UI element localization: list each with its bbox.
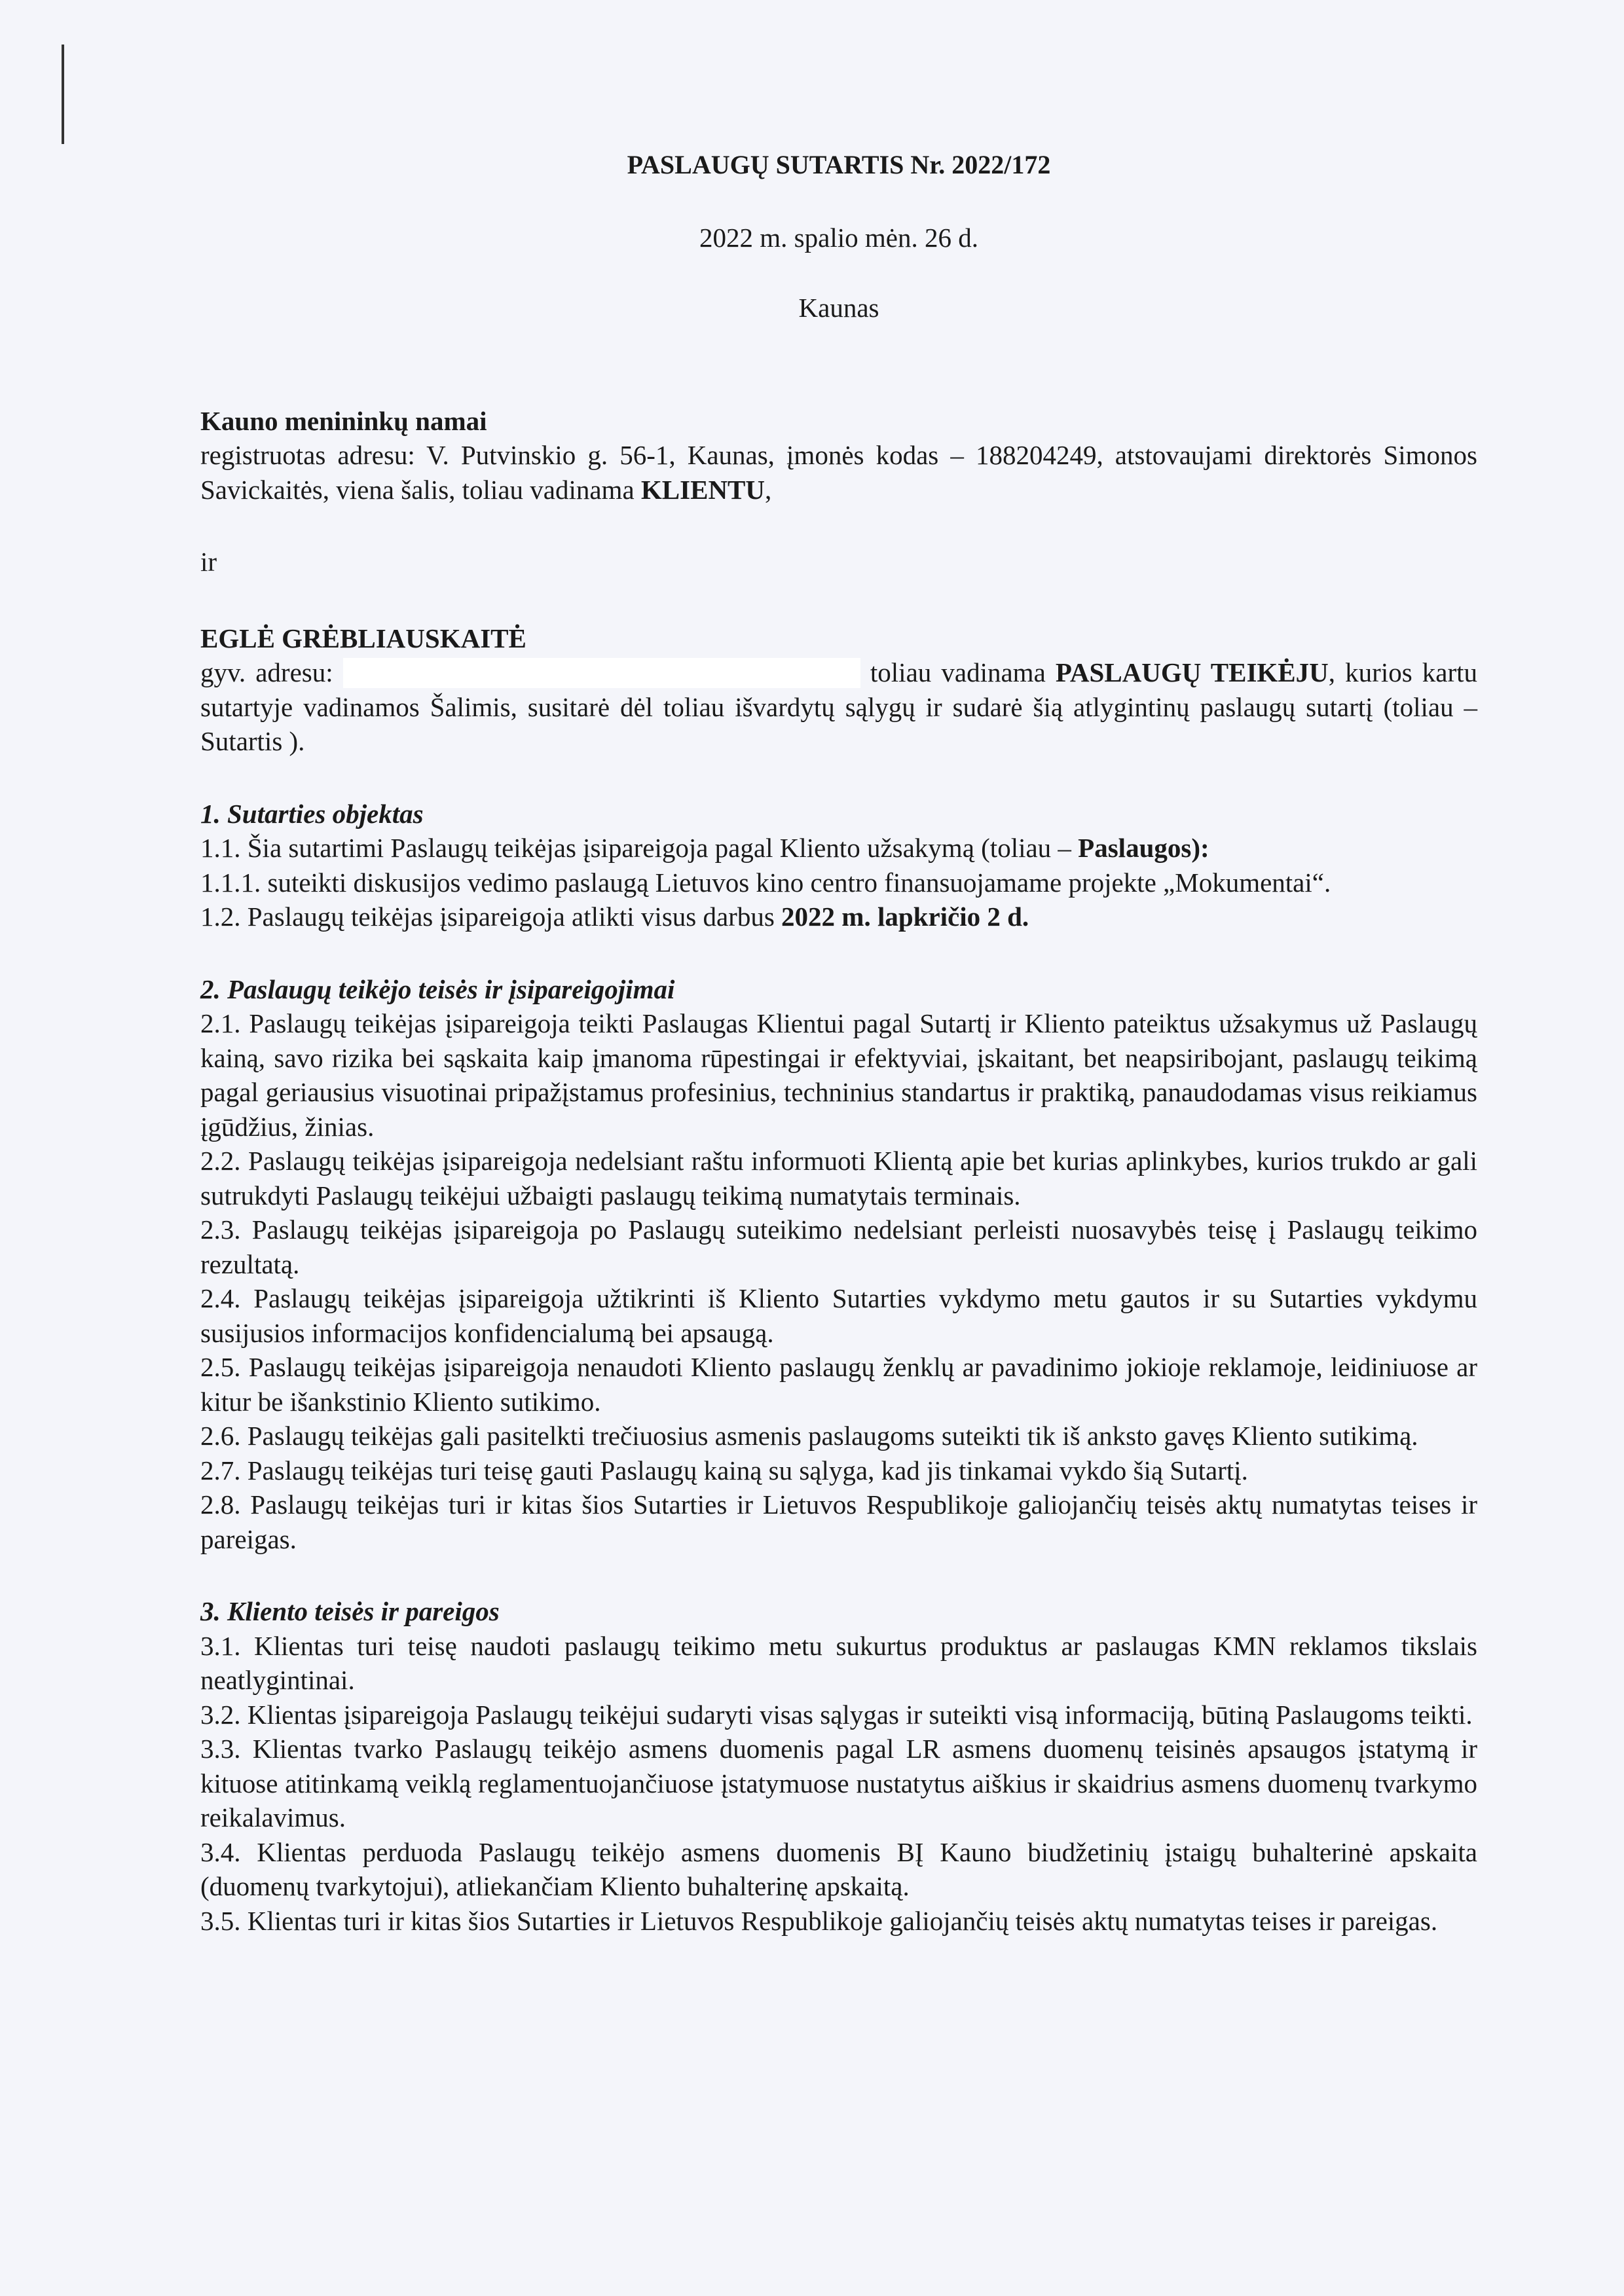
- client-role: KLIENTU: [640, 474, 766, 505]
- conjunction: ir: [200, 547, 217, 577]
- document-title: PASLAUGŲ SUTARTIS Nr. 2022/172: [627, 150, 1051, 179]
- clause-2-6: 2.6. Paslaugų teikėjas gali pasitelkti trečiuosius asmenis paslaugoms suteikti tik iš anksto gavęs Kliento sutikimą.: [200, 1421, 1418, 1451]
- section-heading: 1. Sutarties objektas: [200, 798, 424, 829]
- document-date: 2022 m. spalio mėn. 26 d.: [699, 222, 978, 253]
- provider-text-2: , kurios kartu sutartyje vadinamos Šalimis, susitarė dėl toliau išvardytų sąlygų ir sudarė šią atlygintinų paslaugų sutartį (toliau – Sutartis ).: [200, 657, 1478, 756]
- client-text: registruotas adresu: V. Putvinskio g. 56-1, Kaunas, įmonės kodas – 188204249, atstovaujami direktorės Simonos Savickaitės, viena šalis, toliau vadinama: [200, 440, 1477, 505]
- clause-2-1: 2.1. Paslaugų teikėjas įsipareigoja teikti Paslaugas Klientui pagal Sutartį ir Kliento pateiktus užsakymus už Paslaugų kainą, savo rizika bei sąskaita kaip įmanoma rūpestingai ir efektyviai, įskaitant, bet neapsiribojant, paslaugų teikimą pagal geriausius visuotinai pripažįstamus profesinius, techninius standartus ir praktiką, panaudodamas visus reikiamus įgūdžius, žinias.: [200, 1008, 1477, 1142]
- document-city: Kaunas: [798, 293, 879, 323]
- clause-3-2: 3.2. Klientas įsipareigoja Paslaugų teikėjui sudaryti visas sąlygas ir suteikti visą informaciją, būtiną Paslaugoms teikti.: [200, 1699, 1473, 1730]
- section-2: [200, 972, 1477, 1557]
- clause-2-8: 2.8. Paslaugų teikėjas turi ir kitas šios Sutarties ir Lietuvos Respublikoje galiojančių teisės aktų numatytas teises ir pareigas.: [200, 1489, 1477, 1554]
- redacted-address: [343, 658, 860, 688]
- clause-2-4: 2.4. Paslaugų teikėjas įsipareigoja užtikrinti iš Kliento Sutarties vykdymo metu gautos ir su Sutarties vykdymu susijusios informacijos konfidencialumą bei apsaugą.: [200, 1283, 1477, 1348]
- clause-bold: Paslaugos):: [1078, 833, 1209, 863]
- provider-name: EGLĖ GRĖBLIAUSKAITĖ: [200, 623, 526, 653]
- section-3: [200, 1594, 1477, 1938]
- clause-text: 1.1. Šia sutartimi Paslaugų teikėjas įsipareigoja pagal Kliento užsakymą (toliau –: [200, 833, 1079, 863]
- section-heading: 2. Paslaugų teikėjo teisės ir įsipareigojimai: [200, 974, 675, 1004]
- client-details: [200, 438, 1477, 507]
- clause-3-1: 3.1. Klientas turi teisę naudoti paslaugų teikimo metu sukurtus produktus ar paslaugas KMN reklamos tikslais neatlygintinai.: [200, 1630, 1477, 1695]
- clause-3-4: 3.4. Klientas perduoda Paslaugų teikėjo asmens duomenis BĮ Kauno biudžetinių įstaigų buhalterinė apskaita (duomenų tvarkytojui), atliekančiam Kliento buhalterinę apskaitą.: [200, 1836, 1477, 1901]
- clause-1-1: [200, 831, 1477, 866]
- clause-2-3: 2.3. Paslaugų teikėjas įsipareigoja po Paslaugų suteikimo nedelsiant perleisti nuosavybės teisę į Paslaugų teikimo rezultatą.: [200, 1214, 1477, 1279]
- clause-1-2: [200, 900, 1477, 934]
- section-1: [200, 797, 1477, 934]
- clause-3-3: 3.3. Klientas tvarko Paslaugų teikėjo asmens duomenis pagal LR asmens duomenų teisinės apsaugos įstatymą ir kituose atitinkamą veiklą reglamentuojančiuose įstatymuose nustatytus aiškius ir skaidrius asmens duomenų tvarkymo reikalavimus.: [200, 1734, 1477, 1832]
- clause-1-1-1: 1.1.1. suteikti diskusijos vedimo paslaugą Lietuvos kino centro finansuojamame projekte „Mokumentai“.: [200, 867, 1331, 898]
- scan-margin-mark: [62, 45, 64, 144]
- contract-page: [200, 148, 1477, 1938]
- client-role-end: ,: [765, 474, 772, 505]
- provider-text: toliau vadinama: [860, 657, 1056, 687]
- clause-3-5: 3.5. Klientas turi ir kitas šios Sutarties ir Lietuvos Respublikoje galiojančių teisės aktų numatytas teises ir pareigas.: [200, 1905, 1438, 1936]
- clause-text: 1.2. Paslaugų teikėjas įsipareigoja atlikti visus darbus: [200, 902, 782, 932]
- provider-role: PASLAUGŲ TEIKĖJU: [1055, 657, 1329, 687]
- address-label: gyv. adresu:: [200, 657, 333, 687]
- client-name: Kauno menininkų namai: [200, 405, 487, 436]
- section-heading: 3. Kliento teisės ir pareigos: [200, 1596, 500, 1626]
- provider-details: [200, 655, 1477, 759]
- clause-bold: 2022 m. lapkričio 2 d.: [781, 902, 1029, 932]
- clause-2-7: 2.7. Paslaugų teikėjas turi teisę gauti Paslaugų kainą su sąlyga, kad jis tinkamai vykdo šią Sutartį.: [200, 1455, 1248, 1485]
- clause-2-5: 2.5. Paslaugų teikėjas įsipareigoja nenaudoti Kliento paslaugų ženklų ar pavadinimo jokioje reklamoje, leidiniuose ar kitur be išankstinio Kliento sutikimo.: [200, 1352, 1477, 1417]
- clause-2-2: 2.2. Paslaugų teikėjas įsipareigoja nedelsiant raštu informuoti Klientą apie bet kurias aplinkybes, kurios trukdo ar gali sutrukdyti Paslaugų teikėjui užbaigti paslaugų teikimą numatytais terminais.: [200, 1146, 1477, 1211]
